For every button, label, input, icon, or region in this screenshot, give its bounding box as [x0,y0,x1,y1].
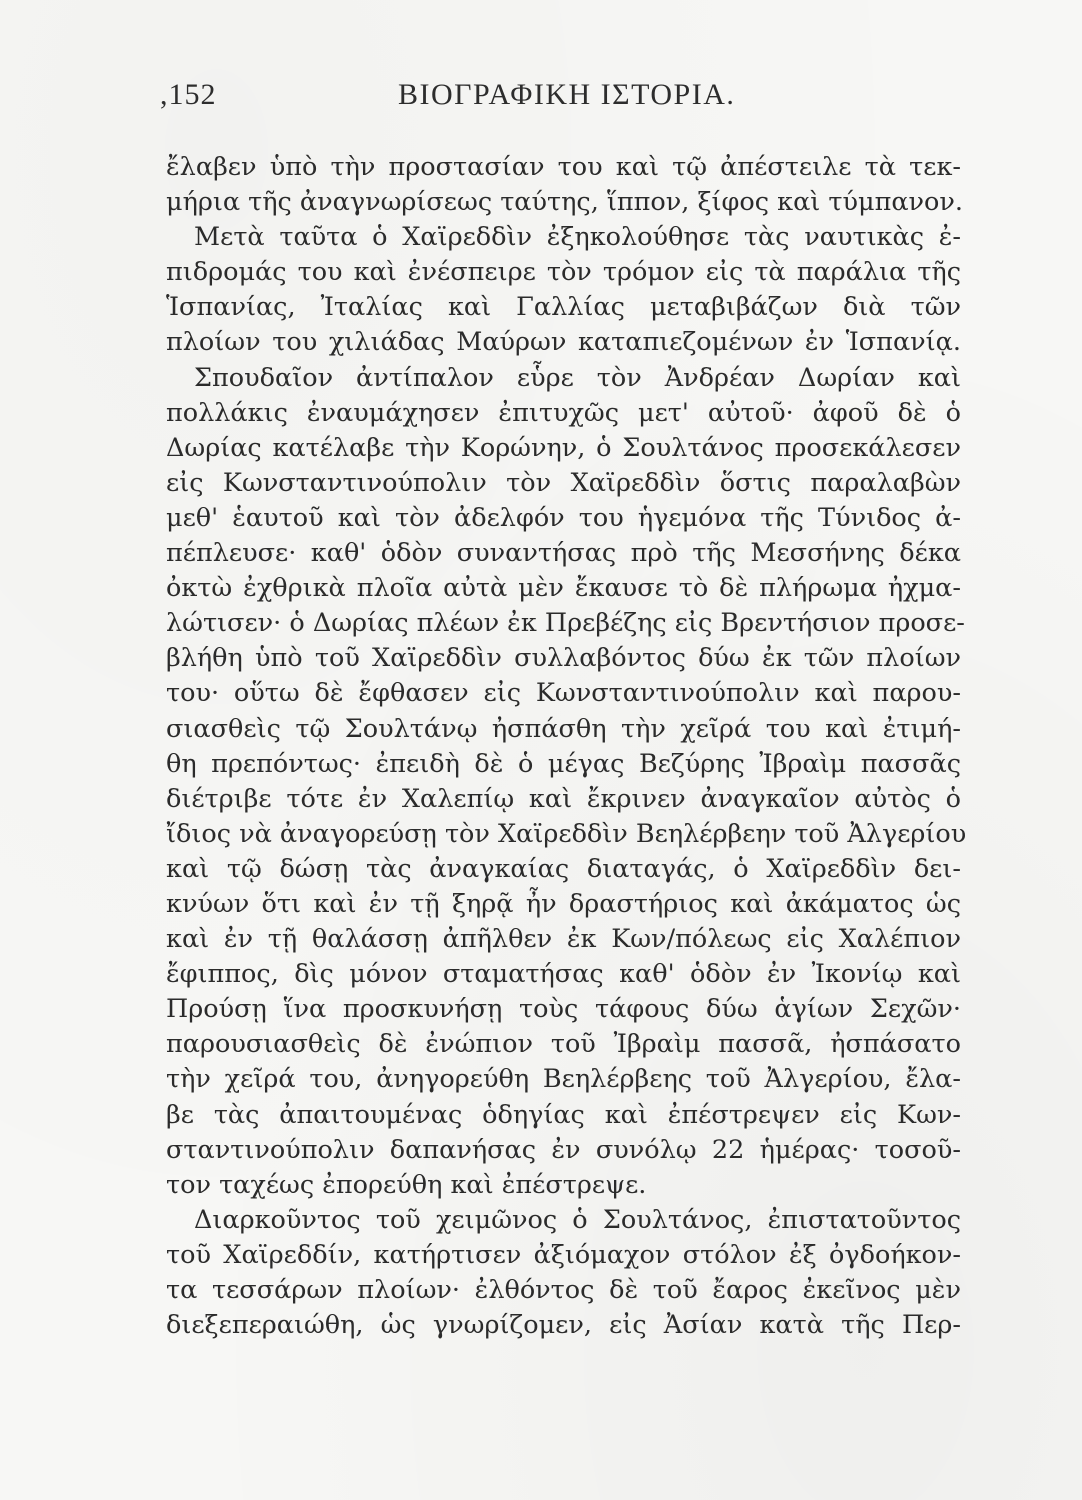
running-head [160,78,960,118]
text-line: Προύσῃ ἵνα προσκυνήσῃ τοὺς τάφους δύω ἁγίων Σεχῶν· [166,994,961,1025]
text-line: ἔλαβεν ὑπὸ τὴν προστασίαν του καὶ τῷ ἀπέστειλε τὰ τεκ- [166,152,961,182]
text-line: διέτριβε τότε ἐν Χαλεπίῳ καὶ ἔκρινεν ἀναγκαῖον αὐτὸς ὁ [166,783,961,814]
text-line: θη πρεπόντως· ἐπειδὴ δὲ ὁ μέγας Βεζύρης Ἰβραὶμ πασσᾶς [166,748,961,779]
text-line: λώτισεν· ὁ Δωρίας πλέων ἐκ Πρεβέζης εἰς Βρεντήσιον προσε- [166,608,965,639]
text-line: Δωρίας κατέλαβε τὴν Κορώνην, ὁ Σουλτάνος προσεκάλεσεν [166,432,961,463]
text-line: σιασθεὶς τῷ Σουλτάνῳ ἠσπάσθη τὴν χεῖρά του καὶ ἐτιμή- [166,713,961,744]
text-line: βε τὰς ἀπαιτουμένας ὁδηγίας καὶ ἐπέστρεψεν εἰς Κων- [166,1099,961,1130]
text-line: ἴδιος νὰ ἀναγορεύσῃ τὸν Χαϊρεδδὶν Βεηλέρβεην τοῦ Ἀλγερίου [166,818,967,849]
book-title: ΒΙΟΓΡΑΦΙΚΗ ΙΣΤΟΡΙΑ. [398,78,736,111]
text-line: Ἱσπανίας, Ἰταλίας καὶ Γαλλίας μεταβιβάζων διὰ τῶν [166,292,961,323]
text-line: τον ταχέως ἐπορεύθη καὶ ἐπέστρεψε. [166,1169,647,1200]
text-line: διεξεπεραιώθη, ὡς γνωρίζομεν, εἰς Ἀσίαν κατὰ τῆς Περ- [166,1310,961,1341]
text-line: καὶ τῷ δώσῃ τὰς ἀναγκαίας διαταγάς, ὁ Χαϊρεδδὶν δει- [166,853,961,884]
text-line: παρουσιασθεὶς δὲ ἐνώπιον τοῦ Ἰβραὶμ πασσᾶ, ἠσπάσατο [166,1029,961,1060]
text-line: του· οὕτω δὲ ἔφθασεν εἰς Κωνσταντινούπολιν καὶ παρου- [166,678,961,709]
text-line: πέπλευσε· καθ' ὁδὸν συναντήσας πρὸ τῆς Μεσσήνης δέκα [166,538,961,569]
text-line: πιδρομάς του καὶ ἐνέσπειρε τὸν τρόμον εἰς τὰ παράλια τῆς [166,257,961,288]
text-line: πολλάκις ἐναυμάχησεν ἐπιτυχῶς μετ' αὐτοῦ· ἀφοῦ δὲ ὁ [166,397,961,428]
text-line: ὀκτὼ ἐχθρικὰ πλοῖα αὐτὰ μὲν ἔκαυσε τὸ δὲ πλήρωμα ἠχμα- [166,573,961,604]
text-line: τὴν χεῖρά του, ἀνηγορεύθη Βεηλέρβεης τοῦ Ἀλγερίου, ἔλα- [166,1064,961,1095]
text-line: πλοίων του χιλιάδας Μαύρων καταπιεζομένων ἐν Ἱσπανίᾳ. [166,327,961,358]
text-line: Μετὰ ταῦτα ὁ Χαϊρεδδὶν ἐξηκολούθησε τὰς ναυτικὰς ἐ- [194,222,961,253]
page-number: ,152 [160,78,217,111]
text-line: κνύων ὅτι καὶ ἐν τῇ ξηρᾷ ἦν δραστήριος καὶ ἀκάματος ὡς [166,888,961,919]
text-line: σταντινούπολιν δαπανήσας ἐν συνόλῳ 22 ἡμέρας· τοσοῦ- [166,1134,961,1165]
text-line: τοῦ Χαϊρεδδίν, κατήρτισεν ἀξιόμαχον στόλον ἐξ ὀγδοήκον- [166,1239,961,1270]
text-line: καὶ ἐν τῇ θαλάσσῃ ἀπῆλθεν ἐκ Κων/πόλεως εἰς Χαλέπιον [166,924,961,955]
text-line: εἰς Κωνσταντινούπολιν τὸν Χαϊρεδδὶν ὅστις παραλαβὼν [166,467,961,498]
body-text [166,150,967,1343]
text-line: Σπουδαῖον ἀντίπαλον εὗρε τὸν Ἀνδρέαν Δωρίαν καὶ [194,362,961,393]
text-line: ἔφιππος, δὶς μόνον σταματήσας καθ' ὁδὸν ἐν Ἰκονίῳ καὶ [166,959,961,990]
text-line: μήρια τῆς ἀναγνωρίσεως ταύτης, ἵππον, ξίφος καὶ τύμπανον. [166,187,964,218]
text-line: τα τεσσάρων πλοίων· ἐλθόντος δὲ τοῦ ἔαρος ἐκεῖνος μὲν [166,1275,961,1305]
text-line: Διαρκοῦντος τοῦ χειμῶνος ὁ Σουλτάνος, ἐπιστατοῦντος [194,1204,961,1235]
text-line: βλήθη ὑπὸ τοῦ Χαϊρεδδὶν συλλαβόντος δύω ἐκ τῶν πλοίων [166,643,961,674]
text-line: μεθ' ἑαυτοῦ καὶ τὸν ἀδελφόν του ἡγεμόνα τῆς Τύνιδος ἀ- [166,502,961,533]
